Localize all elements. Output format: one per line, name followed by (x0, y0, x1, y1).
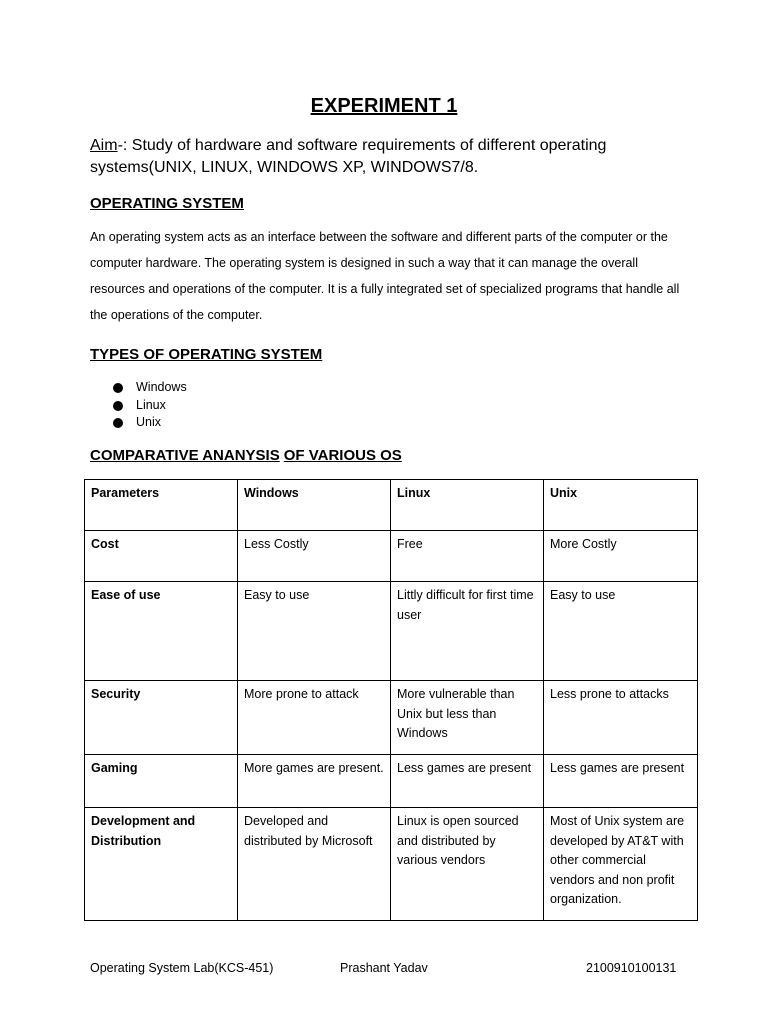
table-cell: Development and Distribution (85, 808, 238, 921)
table-cell: More Costly (544, 531, 698, 582)
table-cell: More vulnerable than Unix but less than Windows (391, 681, 544, 755)
bullet-icon (113, 383, 123, 393)
table-cell: Cost (85, 531, 238, 582)
table-cell: Developed and distributed by Microsoft (238, 808, 391, 921)
table-header-row (85, 480, 698, 531)
list-item-label: Windows (136, 380, 187, 394)
table-header-cell: Parameters (85, 480, 238, 531)
bullet-icon (113, 418, 123, 428)
list-item (112, 414, 187, 432)
list-item-label: Linux (136, 397, 166, 412)
page-title: EXPERIMENT 1 (310, 95, 458, 117)
table-cell: Less games are present (391, 755, 544, 808)
table-cell: Gaming (85, 755, 238, 808)
operating-system-paragraph: An operating system acts as an interface between the software and different parts of the computer or the computer hardware. The operating system is designed in such a way that it can manage the overall resources and operations of the computer. It is a fully integrated set of specialized programs that handle all the operations of the computer. (90, 230, 680, 322)
list-item (112, 379, 187, 397)
table-cell: Security (85, 681, 238, 755)
table-cell: Linux is open sourced and distributed by various vendors (391, 808, 544, 921)
table-cell: More games are present. (238, 755, 391, 808)
os-types-list (112, 379, 187, 432)
table-row (85, 681, 698, 755)
footer-roll-number: 2100910100131 (586, 961, 677, 975)
table-cell: Easy to use (238, 582, 391, 681)
aim-label: Aim (90, 137, 118, 154)
comparison-heading-part2: OF VARIOUS OS (283, 447, 402, 464)
table-cell: More prone to attack (238, 681, 391, 755)
table-row (85, 531, 698, 582)
aim-statement (90, 135, 690, 179)
table-row (85, 808, 698, 921)
footer-course: Operating System Lab(KCS-451) (90, 961, 274, 975)
table-cell: Littly difficult for first time user (391, 582, 544, 681)
table-cell: Less Costly (238, 531, 391, 582)
comparison-heading (90, 447, 402, 464)
list-item (112, 397, 187, 415)
footer-author: Prashant Yadav (340, 961, 428, 975)
table-header-cell: Unix (544, 480, 698, 531)
list-item-label: Unix (136, 415, 162, 429)
table-row (85, 582, 698, 681)
operating-system-heading: OPERATING SYSTEM (90, 195, 244, 212)
table-cell: Most of Unix system are developed by AT&T with other commercial vendors and non profit organization. (544, 808, 698, 921)
comparison-heading-part1: COMPARATIVE ANANYSIS (90, 447, 280, 464)
aim-text: -: Study of hardware and software requirements of different operating systems(UNIX, LINUX, WINDOWS XP, WINDOWS7/8. (90, 137, 607, 176)
table-cell: Easy to use (544, 582, 698, 681)
comparison-table (84, 479, 698, 921)
bullet-icon (113, 401, 123, 411)
table-header-cell: Windows (238, 480, 391, 531)
types-heading: TYPES OF OPERATING SYSTEM (90, 346, 323, 363)
table-cell: Less games are present (544, 755, 698, 808)
table-header-cell: Linux (391, 480, 544, 531)
table-cell: Less prone to attacks (544, 681, 698, 755)
table-cell: Ease of use (85, 582, 238, 681)
table-row (85, 755, 698, 808)
table-cell: Free (391, 531, 544, 582)
